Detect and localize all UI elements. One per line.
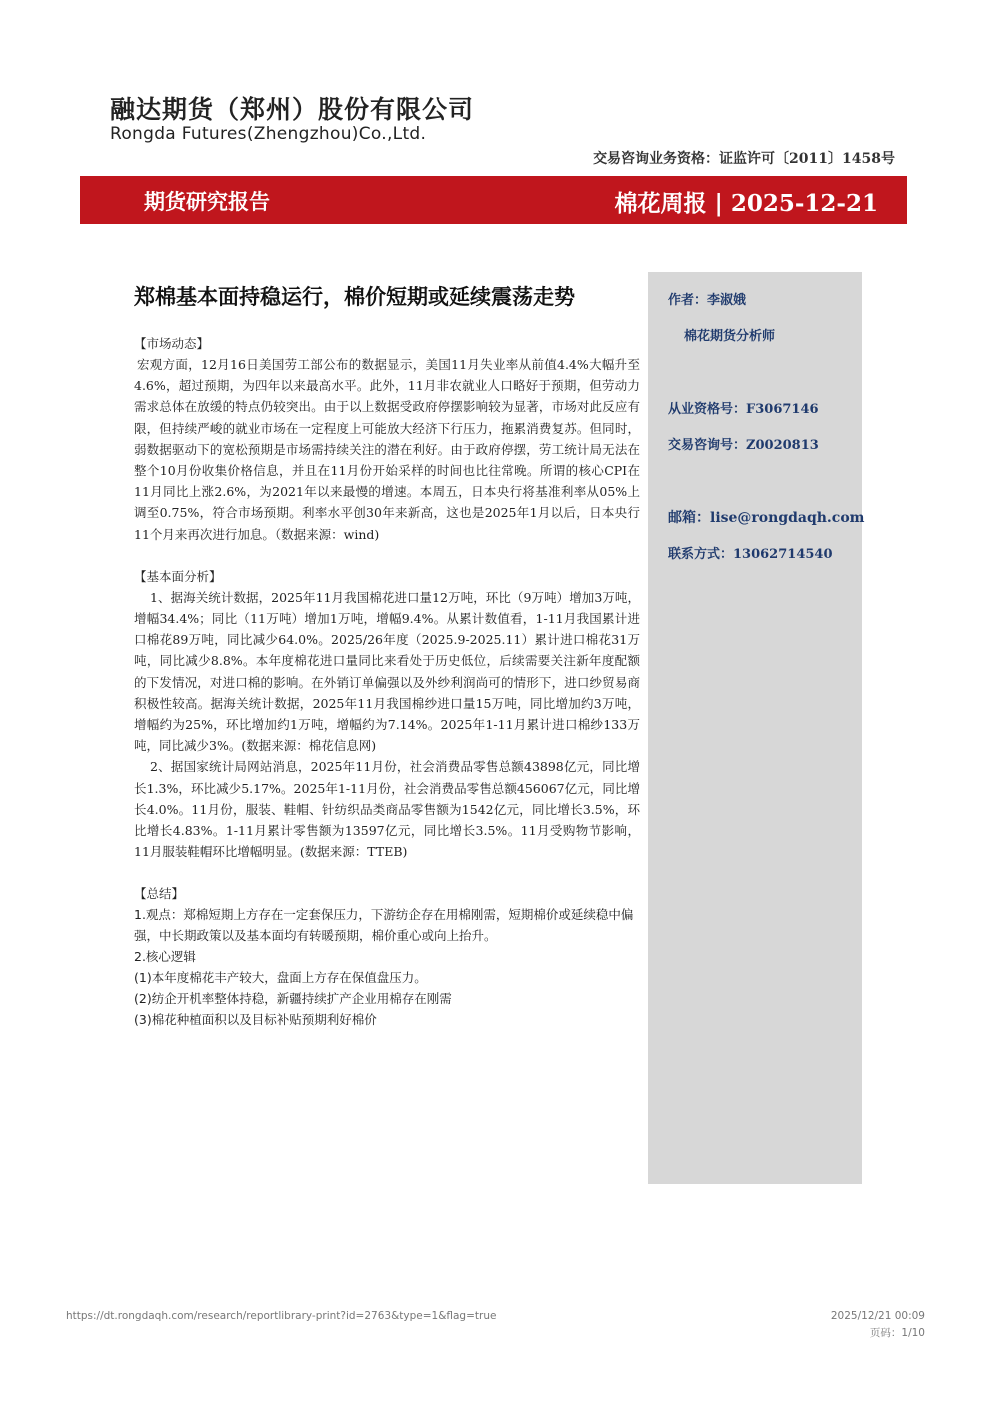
author-phone: 联系方式：13062714540 [668, 547, 833, 562]
qualification-number: 从业资格号：F3067146 [668, 402, 819, 417]
company-name-cn: 融达期货（郑州）股份有限公司 [110, 95, 475, 124]
report-banner [80, 176, 907, 224]
summary-line-1: 1.观点：郑棉短期上方存在一定套保压力，下游纺企存在用棉刚需，短期棉价或延续稳中偏强，中长期政策以及基本面均有转暖预期，棉价重心或向上抬升。 [134, 907, 634, 944]
banner-report-date: 棉花周报 | 2025-12-21 [614, 190, 878, 217]
summary-heading: 【总结】 [134, 886, 185, 902]
author-sidebar [648, 272, 865, 1184]
author-role: 棉花期货分析师 [684, 329, 776, 344]
footer-url: https://dt.rongdaqh.com/research/reportlibrary-print?id=2763&type=1&flag=true [66, 1310, 497, 1322]
consult-number: 交易咨询号：Z0020813 [668, 438, 819, 453]
market-heading: 【市场动态】 [134, 336, 210, 351]
report-body [134, 280, 640, 1030]
summary-line-5: (3)棉花种植面积以及目标补贴预期利好棉价 [134, 1012, 377, 1028]
summary-line-2: 2.核心逻辑 [134, 949, 196, 965]
author-email: 邮箱：lise@rongdaqh.com [668, 510, 865, 526]
report-title: 郑棉基本面持稳运行，棉价短期或延续震荡走势 [134, 284, 575, 309]
company-name-en: Rongda Futures(Zhengzhou)Co.,Ltd. [110, 124, 427, 144]
author-name: 作者：李淑娥 [668, 293, 747, 308]
fundamentals-paragraph-1: 1、据海关统计数据，2025年11月我国棉花进口量12万吨，环比（9万吨）增加3万吨，增幅34.4%；同比（11万吨）增加1万吨，增幅9.4%。从累计数值看，1-11月我国累计进口棉花89万吨，同比减少64.0%。2025/26年度（2025.9-2025.11）累计进口棉花31万吨，同比减少8.8%。本年度棉花进口量同比来看处于历史低位，后续需要关注新年度配额的下发情况，对进口棉的影响。在外销订单偏强以及外纱利润尚可的情形下，进口纱贸易商积极性较高。据海关统计数据，2025年11月我国棉纱进口量15万吨，同比增加约3万吨，增幅约为25%，环比增加约1万吨，增幅约为7.14%。2025年1-11月累计进口棉纱133万吨，同比减少3%。(数据来源：棉花信息网) [134, 589, 640, 754]
license-text: 交易咨询业务资格：证监许可〔2011〕1458号 [593, 151, 895, 167]
footer-page-number: 页码：1/10 [869, 1327, 925, 1339]
summary-line-3: (1)本年度棉花丰产较大，盘面上方存在保值盘压力。 [134, 970, 427, 986]
market-paragraph: 宏观方面，12月16日美国劳工部公布的数据显示，美国11月失业率从前值4.4%大幅升至4.6%，超过预期，为四年以来最高水平。此外，11月非农就业人口略好于预期，但劳动力需求总体在放缓的特点仍较突出。由于以上数据受政府停摆影响较为显著，市场对此反应有限，但持续严峻的就业市场在一定程度上可能放大经济下行压力，拖累消费复苏。但同时，弱数据驱动下的宽松预期是市场需持续关注的潜在利好。由于政府停摆，劳工统计局无法在整个10月份收集价格信息，并且在11月份开始采样的时间也比往常晚。所谓的核心CPI在11月同比上涨2.6%，为2021年以来最慢的增速。本周五，日本央行将基准利率从05%上调至0.75%，符合市场预期。利率水平创30年来新高，这也是2025年1月以后，日本央行11个月来再次进行加息。（数据来源：wind) [134, 357, 640, 542]
summary-line-4: (2)纺企开机率整体持稳，新疆持续扩产企业用棉存在刚需 [134, 991, 452, 1007]
banner-report-type: 期货研究报告 [144, 189, 270, 214]
footer-datetime: 2025/12/21 00:09 [830, 1310, 925, 1322]
fundamentals-heading: 【基本面分析】 [134, 568, 222, 584]
fundamentals-paragraph-2: 2、据国家统计局网站消息，2025年11月份，社会消费品零售总额43898亿元，同比增长1.3%，环比减少5.17%。2025年1-11月份，社会消费品零售总额456067亿元，同比增长4.0%。11月份，服装、鞋帽、针纺织品类商品零售额为1542亿元，同比增长3.5%，环比增长4.83%。1-11月累计零售额为13597亿元，同比增长3.5%。11月受购物节影响，11月服装鞋帽环比增幅明显。(数据来源：TTEB) [134, 759, 640, 860]
